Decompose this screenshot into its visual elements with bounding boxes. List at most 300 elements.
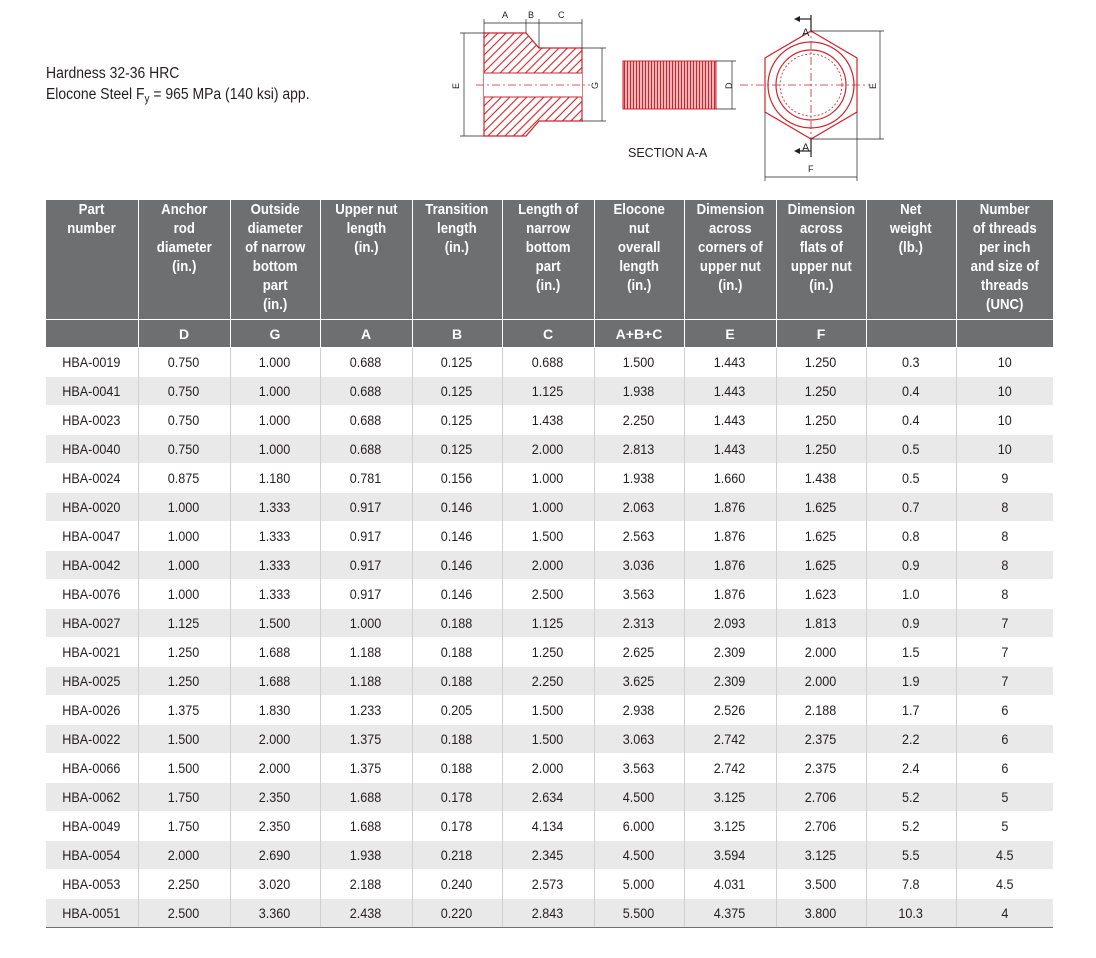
table-cell: 2.093 (684, 609, 776, 638)
part-number-cell: HBA-0062 (46, 783, 138, 812)
table-cell: 2.375 (776, 754, 866, 783)
part-number-cell: HBA-0019 (46, 348, 138, 377)
table-cell: 2.188 (776, 696, 866, 725)
table-cell: 1.375 (320, 725, 412, 754)
table-cell: 0.9 (866, 609, 956, 638)
table-cell: 1.9 (866, 667, 956, 696)
table-cell: 2.000 (138, 841, 230, 870)
column-header-line: and size of (970, 258, 1039, 275)
column-header-line: (in.) (808, 277, 834, 294)
part-number-cell: HBA-0021 (46, 638, 138, 667)
table-cell: 0.146 (412, 493, 502, 522)
table-cell: 3.125 (776, 841, 866, 870)
dim-label-e-side: E (451, 82, 461, 89)
table-cell: 4.5 (956, 870, 1053, 899)
table-cell: 1.250 (776, 377, 866, 406)
table-cell: 1.250 (776, 406, 866, 435)
dim-label-f: F (808, 164, 814, 174)
table-cell: 2.438 (320, 899, 412, 928)
part-number-cell: HBA-0041 (46, 377, 138, 406)
table-cell: 0.750 (138, 435, 230, 464)
table-cell: 1.500 (138, 754, 230, 783)
column-header-line: nut (628, 220, 650, 237)
table-row (46, 493, 1053, 522)
table-cell: 1.443 (684, 435, 776, 464)
table-cell: 0.688 (502, 348, 594, 377)
table-cell: 3.563 (594, 754, 684, 783)
table-cell: 1.688 (230, 667, 320, 696)
part-number-cell: HBA-0054 (46, 841, 138, 870)
table-row (46, 551, 1053, 580)
column-symbol (46, 320, 138, 348)
table-cell: 0.240 (412, 870, 502, 899)
column-header-line: Transition (425, 201, 489, 218)
table-row (46, 696, 1053, 725)
column-symbol: C (502, 320, 594, 348)
table-cell: 1.188 (320, 667, 412, 696)
part-number-cell: HBA-0051 (46, 899, 138, 928)
table-cell: 5.500 (594, 899, 684, 928)
table-cell: 1.333 (230, 522, 320, 551)
table-cell: 1.660 (684, 464, 776, 493)
table-cell: 6 (956, 725, 1053, 754)
table-cell: 3.800 (776, 899, 866, 928)
table-cell: 8 (956, 551, 1053, 580)
table-cell: 1.333 (230, 580, 320, 609)
table-cell: 2.375 (776, 725, 866, 754)
table-row (46, 841, 1053, 870)
table-cell: 2.000 (230, 754, 320, 783)
table-cell: 1.813 (776, 609, 866, 638)
column-header-line: bottom (525, 239, 571, 256)
dim-label-a: A (502, 10, 509, 20)
column-symbol: D (138, 320, 230, 348)
table-cell: 2.742 (684, 754, 776, 783)
column-header (138, 200, 230, 320)
table-cell: 5.000 (594, 870, 684, 899)
table-cell: 10 (956, 377, 1053, 406)
table-cell: 1.443 (684, 406, 776, 435)
table-cell: 1.876 (684, 551, 776, 580)
table-cell: 1.7 (866, 696, 956, 725)
part-number-cell: HBA-0049 (46, 812, 138, 841)
table-cell: 2.313 (594, 609, 684, 638)
table-cell: 0.5 (866, 435, 956, 464)
table-cell: 1.688 (320, 783, 412, 812)
section-label: SECTION A-A (628, 146, 708, 160)
table-cell: 2.706 (776, 783, 866, 812)
table-row (46, 609, 1053, 638)
table-cell: 1.500 (502, 522, 594, 551)
table-cell: 1.443 (684, 348, 776, 377)
table-cell: 1.375 (138, 696, 230, 725)
column-symbol: G (230, 320, 320, 348)
section-marker-bottom: A (802, 142, 810, 154)
table-cell: 1.938 (594, 464, 684, 493)
table-cell: 4.375 (684, 899, 776, 928)
part-number-cell: HBA-0066 (46, 754, 138, 783)
table-cell: 1.688 (230, 638, 320, 667)
table-cell: 2.250 (594, 406, 684, 435)
part-number-cell: HBA-0020 (46, 493, 138, 522)
table-cell: 2.938 (594, 696, 684, 725)
hex-end-view (740, 15, 884, 181)
table-cell: 2.250 (502, 667, 594, 696)
column-header-line: length (437, 220, 477, 237)
column-header (684, 200, 776, 320)
symbol-row (46, 320, 1053, 348)
table-cell: 1.250 (776, 435, 866, 464)
table-cell: 2.345 (502, 841, 594, 870)
table-cell: 1.250 (138, 638, 230, 667)
column-symbol (956, 320, 1053, 348)
table-cell: 0.188 (412, 667, 502, 696)
column-symbol: E (684, 320, 776, 348)
table-body (46, 348, 1053, 928)
column-symbol: A+B+C (594, 320, 684, 348)
table-cell: 3.020 (230, 870, 320, 899)
table-cell: 2.625 (594, 638, 684, 667)
column-header-line: across (799, 220, 843, 237)
table-cell: 0.4 (866, 406, 956, 435)
table-cell: 2.000 (776, 638, 866, 667)
table-cell: 10.3 (866, 899, 956, 928)
column-symbol: B (412, 320, 502, 348)
table-cell: 1.876 (684, 493, 776, 522)
table-cell: 10 (956, 348, 1053, 377)
table-cell: 1.375 (320, 754, 412, 783)
column-header (776, 200, 866, 320)
table-cell: 1.500 (230, 609, 320, 638)
table-cell: 0.917 (320, 493, 412, 522)
table-cell: 2.500 (138, 899, 230, 928)
table-cell: 5 (956, 783, 1053, 812)
column-header-line: overall (617, 239, 661, 256)
table-cell: 4.500 (594, 783, 684, 812)
table-cell: 1.233 (320, 696, 412, 725)
column-header (594, 200, 684, 320)
table-cell: 1.000 (502, 464, 594, 493)
dim-label-d: D (724, 82, 734, 89)
table-cell: 0.188 (412, 754, 502, 783)
dim-label-g: G (590, 81, 600, 89)
column-header (956, 200, 1053, 320)
column-header-line: Number (979, 201, 1030, 218)
table-cell: 0.156 (412, 464, 502, 493)
table-cell: 0.3 (866, 348, 956, 377)
table-cell: 4.5 (956, 841, 1053, 870)
table-cell: 0.9 (866, 551, 956, 580)
table-row (46, 348, 1053, 377)
table-cell: 0.178 (412, 783, 502, 812)
table-cell: 3.563 (594, 580, 684, 609)
table-cell: 5.5 (866, 841, 956, 870)
part-number-cell: HBA-0025 (46, 667, 138, 696)
column-header (866, 200, 956, 320)
threaded-rod (623, 61, 736, 109)
column-header-line: Length of (517, 201, 579, 218)
table-cell: 1.438 (502, 406, 594, 435)
column-header-line: of threads (972, 220, 1037, 237)
table-cell: 0.5 (866, 464, 956, 493)
table-cell: 1.830 (230, 696, 320, 725)
table-cell: 1.625 (776, 522, 866, 551)
table-row (46, 464, 1053, 493)
table-cell: 0.125 (412, 406, 502, 435)
table-cell: 0.4 (866, 377, 956, 406)
table-cell: 7 (956, 638, 1053, 667)
column-header-line: corners of (697, 239, 763, 256)
header-row (46, 200, 1053, 320)
table-cell: 3.360 (230, 899, 320, 928)
table-cell: 1.125 (138, 609, 230, 638)
part-number-cell: HBA-0023 (46, 406, 138, 435)
table-cell: 0.917 (320, 551, 412, 580)
table-cell: 2.2 (866, 725, 956, 754)
column-header-line: across (708, 220, 752, 237)
table-cell: 1.938 (594, 377, 684, 406)
table-cell: 9 (956, 464, 1053, 493)
table-cell: 0.188 (412, 638, 502, 667)
column-header-line: Upper nut (334, 201, 398, 218)
column-header-line: threads (980, 277, 1029, 294)
table-cell: 0.688 (320, 406, 412, 435)
table-cell: 1.333 (230, 551, 320, 580)
table-cell: 1.876 (684, 580, 776, 609)
table-cell: 3.625 (594, 667, 684, 696)
table-cell: 2.813 (594, 435, 684, 464)
table-cell: 0.125 (412, 377, 502, 406)
table-row (46, 783, 1053, 812)
table-cell: 2.188 (320, 870, 412, 899)
part-number-cell: HBA-0042 (46, 551, 138, 580)
table-cell: 0.178 (412, 812, 502, 841)
table-cell: 2.000 (502, 754, 594, 783)
table-row (46, 870, 1053, 899)
column-header-line: Elocone (613, 201, 665, 218)
table-cell: 0.688 (320, 348, 412, 377)
table-cell: 3.594 (684, 841, 776, 870)
column-header-line: (in.) (171, 258, 197, 275)
column-header-line: weight (890, 220, 932, 237)
table-cell: 5.2 (866, 812, 956, 841)
table-cell: 2.573 (502, 870, 594, 899)
table-cell: 0.188 (412, 609, 502, 638)
table-cell: 1.000 (320, 609, 412, 638)
column-header (412, 200, 502, 320)
table-cell: 1.333 (230, 493, 320, 522)
column-header-line: of narrow (244, 239, 306, 256)
column-header-line: Net (900, 201, 922, 218)
part-number-cell: HBA-0040 (46, 435, 138, 464)
table-cell: 2.706 (776, 812, 866, 841)
table-cell: 0.146 (412, 551, 502, 580)
table-cell: 1.000 (230, 435, 320, 464)
table-cell: 0.7 (866, 493, 956, 522)
column-header-line: number (67, 220, 116, 237)
table-cell: 1.625 (776, 551, 866, 580)
part-number-cell: HBA-0076 (46, 580, 138, 609)
table-cell: 1.125 (502, 609, 594, 638)
dim-label-b: B (528, 10, 535, 20)
table-cell: 2.000 (502, 435, 594, 464)
table-cell: 3.125 (684, 812, 776, 841)
table-cell: 5.2 (866, 783, 956, 812)
table-cell: 5 (956, 812, 1053, 841)
table-cell: 1.000 (138, 493, 230, 522)
table-cell: 2.309 (684, 667, 776, 696)
column-header-line: Part (78, 201, 105, 218)
table-cell: 1.938 (320, 841, 412, 870)
column-header-line: per inch (979, 239, 1031, 256)
table-cell: 1.876 (684, 522, 776, 551)
column-header-line: upper nut (699, 258, 761, 275)
table-cell: 0.688 (320, 377, 412, 406)
table-row (46, 725, 1053, 754)
table-cell: 1.750 (138, 783, 230, 812)
column-header-line: length (346, 220, 386, 237)
table-cell: 1.000 (138, 580, 230, 609)
table-cell: 0.750 (138, 348, 230, 377)
table-cell: 0.220 (412, 899, 502, 928)
column-header-line: part (535, 258, 561, 275)
column-header-line: Dimension (787, 201, 855, 218)
steel-suffix: = 965 MPa (140 ksi) app. (149, 86, 310, 103)
column-header-line: diameter (156, 239, 212, 256)
table-cell: 1.180 (230, 464, 320, 493)
column-symbol: F (776, 320, 866, 348)
part-number-cell: HBA-0027 (46, 609, 138, 638)
column-header-line: Outside (250, 201, 300, 218)
elocone-nut-spec-table (46, 200, 1053, 928)
table-cell: 1.125 (502, 377, 594, 406)
table-cell: 2.000 (776, 667, 866, 696)
table-row (46, 812, 1053, 841)
dim-label-e-hex: E (868, 82, 878, 89)
table-cell: 2.000 (230, 725, 320, 754)
table-cell: 8 (956, 493, 1053, 522)
column-header-line: flats of (799, 239, 843, 256)
section-view (460, 19, 606, 136)
table-cell: 1.500 (594, 348, 684, 377)
column-header-line: (lb.) (898, 239, 924, 256)
column-header (502, 200, 594, 320)
table-cell: 0.917 (320, 580, 412, 609)
column-header-line: (in.) (262, 296, 288, 313)
table-cell: 2.742 (684, 725, 776, 754)
table-cell: 1.000 (230, 406, 320, 435)
table-row (46, 754, 1053, 783)
table-cell: 1.250 (502, 638, 594, 667)
table-cell: 1.000 (502, 493, 594, 522)
table-cell: 0.8 (866, 522, 956, 551)
table-cell: 0.781 (320, 464, 412, 493)
column-symbol: A (320, 320, 412, 348)
table-cell: 0.218 (412, 841, 502, 870)
table-cell: 2.634 (502, 783, 594, 812)
table-cell: 2.500 (502, 580, 594, 609)
table-cell: 2.526 (684, 696, 776, 725)
column-header-line: (in.) (444, 239, 470, 256)
steel-subscript: y (144, 93, 150, 105)
part-number-cell: HBA-0026 (46, 696, 138, 725)
column-header-line: part (262, 277, 288, 294)
steel-strength-text (46, 84, 310, 110)
column-header-line: (in.) (535, 277, 561, 294)
table-cell: 1.250 (138, 667, 230, 696)
part-number-cell: HBA-0053 (46, 870, 138, 899)
table-row (46, 667, 1053, 696)
table-cell: 3.036 (594, 551, 684, 580)
part-number-cell: HBA-0047 (46, 522, 138, 551)
table-cell: 1.000 (230, 377, 320, 406)
table-cell: 1.623 (776, 580, 866, 609)
table-cell: 4.031 (684, 870, 776, 899)
table-row (46, 377, 1053, 406)
column-header (46, 200, 138, 320)
table-row (46, 899, 1053, 928)
table-cell: 7 (956, 609, 1053, 638)
table-cell: 0.750 (138, 377, 230, 406)
table-cell: 1.443 (684, 377, 776, 406)
table-cell: 2.250 (138, 870, 230, 899)
table-cell: 10 (956, 406, 1053, 435)
table-cell: 4.134 (502, 812, 594, 841)
table-cell: 7.8 (866, 870, 956, 899)
hardness-text: Hardness 32-36 HRC (46, 65, 180, 82)
table-cell: 1.438 (776, 464, 866, 493)
table-cell: 1.0 (866, 580, 956, 609)
column-header-line: bottom (252, 258, 298, 275)
table-cell: 1.500 (138, 725, 230, 754)
table-cell: 2.000 (502, 551, 594, 580)
table-cell: 2.690 (230, 841, 320, 870)
table-cell: 0.917 (320, 522, 412, 551)
table-cell: 0.188 (412, 725, 502, 754)
column-header-line: (in.) (353, 239, 379, 256)
table-cell: 4.500 (594, 841, 684, 870)
table-row (46, 580, 1053, 609)
column-header (320, 200, 412, 320)
part-number-cell: HBA-0024 (46, 464, 138, 493)
column-header-line: (in.) (626, 277, 652, 294)
table-cell: 0.125 (412, 435, 502, 464)
table-cell: 10 (956, 435, 1053, 464)
column-header-line: rod (173, 220, 195, 237)
table-cell: 3.500 (776, 870, 866, 899)
table-cell: 0.205 (412, 696, 502, 725)
table-cell: 1.250 (776, 348, 866, 377)
table-cell: 2.350 (230, 783, 320, 812)
dim-label-c: C (558, 10, 565, 20)
table-cell: 0.146 (412, 580, 502, 609)
table-cell: 2.4 (866, 754, 956, 783)
column-header-line: (in.) (717, 277, 743, 294)
table-cell: 6 (956, 696, 1053, 725)
table-cell: 1.000 (230, 348, 320, 377)
table-cell: 1.688 (320, 812, 412, 841)
table-cell: 1.5 (866, 638, 956, 667)
table-cell: 2.063 (594, 493, 684, 522)
column-header-line: upper nut (790, 258, 852, 275)
table-cell: 1.000 (138, 522, 230, 551)
table-cell: 1.188 (320, 638, 412, 667)
column-header (230, 200, 320, 320)
table-cell: 2.563 (594, 522, 684, 551)
column-header-line: narrow (525, 220, 570, 237)
table-cell: 1.500 (502, 725, 594, 754)
section-marker-top: A (802, 27, 810, 39)
